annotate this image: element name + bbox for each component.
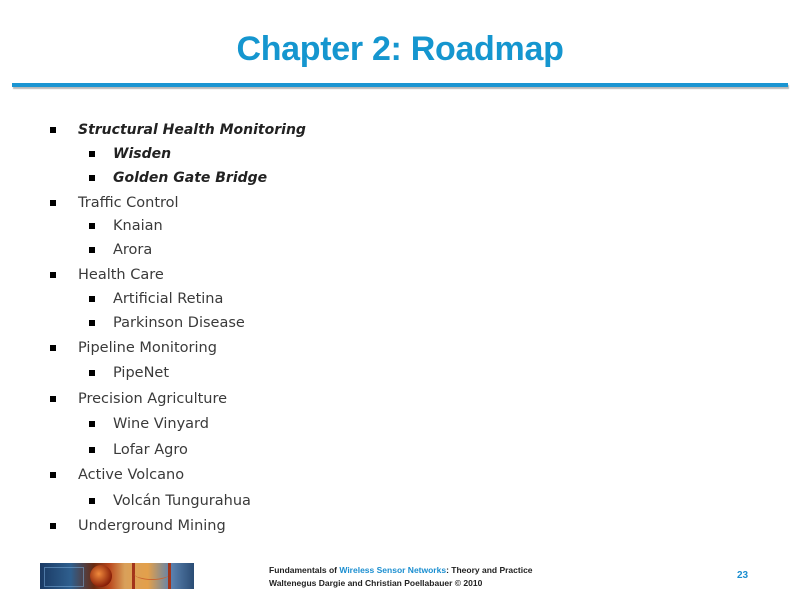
- bullet-square-icon: [50, 472, 56, 478]
- slide-title: Chapter 2: Roadmap: [236, 30, 564, 68]
- list-subitem-label: Golden Gate Bridge: [113, 170, 268, 186]
- list-item: [78, 467, 184, 483]
- list-subitem: [113, 218, 163, 234]
- footer-banner-image: [40, 563, 194, 589]
- bullet-square-icon: [89, 175, 95, 181]
- bullet-square-icon: [50, 200, 56, 206]
- list-subitem: [113, 291, 223, 307]
- bullet-square-icon: [89, 498, 95, 504]
- list-subitem-label: Arora: [113, 242, 153, 258]
- bullet-square-icon: [89, 223, 95, 229]
- list-subitem: [113, 146, 171, 162]
- list-subitem: [113, 442, 188, 458]
- list-item-label: Precision Agriculture: [78, 391, 228, 407]
- bullet-square-icon: [89, 296, 95, 302]
- list-subitem: [113, 416, 209, 432]
- list-item: [78, 195, 179, 211]
- list-subitem-label: Artificial Retina: [113, 291, 224, 307]
- bullet-square-icon: [89, 247, 95, 253]
- list-item: [78, 518, 226, 534]
- footer-authors: Waltenegus Dargie and Christian Poellabauer © 2010: [269, 578, 483, 588]
- bridge-cable-graphic: [134, 567, 170, 580]
- footer-book-title: Fundamentals of Wireless Sensor Networks: Theory and Practice: [269, 565, 533, 575]
- list-item: [78, 267, 164, 283]
- list-subitem-label: Knaian: [113, 218, 163, 234]
- bullet-square-icon: [50, 127, 56, 133]
- list-subitem-label: Volcán Tungurahua: [113, 493, 251, 509]
- bridge-tower-graphic: [168, 563, 171, 589]
- bullet-square-icon: [50, 396, 56, 402]
- bullet-square-icon: [50, 345, 56, 351]
- list-item-label: Structural Health Monitoring: [78, 122, 306, 138]
- list-subitem: [113, 315, 245, 331]
- list-item-label: Active Volcano: [78, 467, 185, 483]
- list-subitem: [113, 365, 169, 381]
- bullet-square-icon: [89, 447, 95, 453]
- list-item: [78, 391, 227, 407]
- list-item-label: Underground Mining: [78, 518, 226, 534]
- page-number: 23: [737, 570, 749, 581]
- circuit-board-graphic: [44, 567, 84, 587]
- list-subitem-label: Lofar Agro: [113, 442, 188, 458]
- list-subitem-label: Wine Vinyard: [113, 416, 209, 432]
- bullet-square-icon: [89, 320, 95, 326]
- list-subitem-label: Parkinson Disease: [113, 315, 245, 331]
- list-subitem-label: Wisden: [113, 146, 172, 162]
- list-subitem: [113, 242, 152, 258]
- list-subitem: [113, 170, 267, 186]
- bullet-square-icon: [89, 421, 95, 427]
- list-subitem: [113, 493, 251, 509]
- title-divider: [12, 83, 788, 87]
- footer-credits: [269, 564, 533, 590]
- eye-graphic: [90, 565, 112, 587]
- bullet-square-icon: [89, 151, 95, 157]
- bullet-square-icon: [89, 370, 95, 376]
- list-item-label: Health Care: [78, 267, 164, 283]
- bullet-square-icon: [50, 523, 56, 529]
- list-item: [78, 340, 217, 356]
- bullet-square-icon: [50, 272, 56, 278]
- list-item-label: Pipeline Monitoring: [78, 340, 217, 356]
- list-item: [78, 122, 306, 138]
- list-subitem-label: PipeNet: [113, 365, 170, 381]
- list-item-label: Traffic Control: [78, 195, 179, 211]
